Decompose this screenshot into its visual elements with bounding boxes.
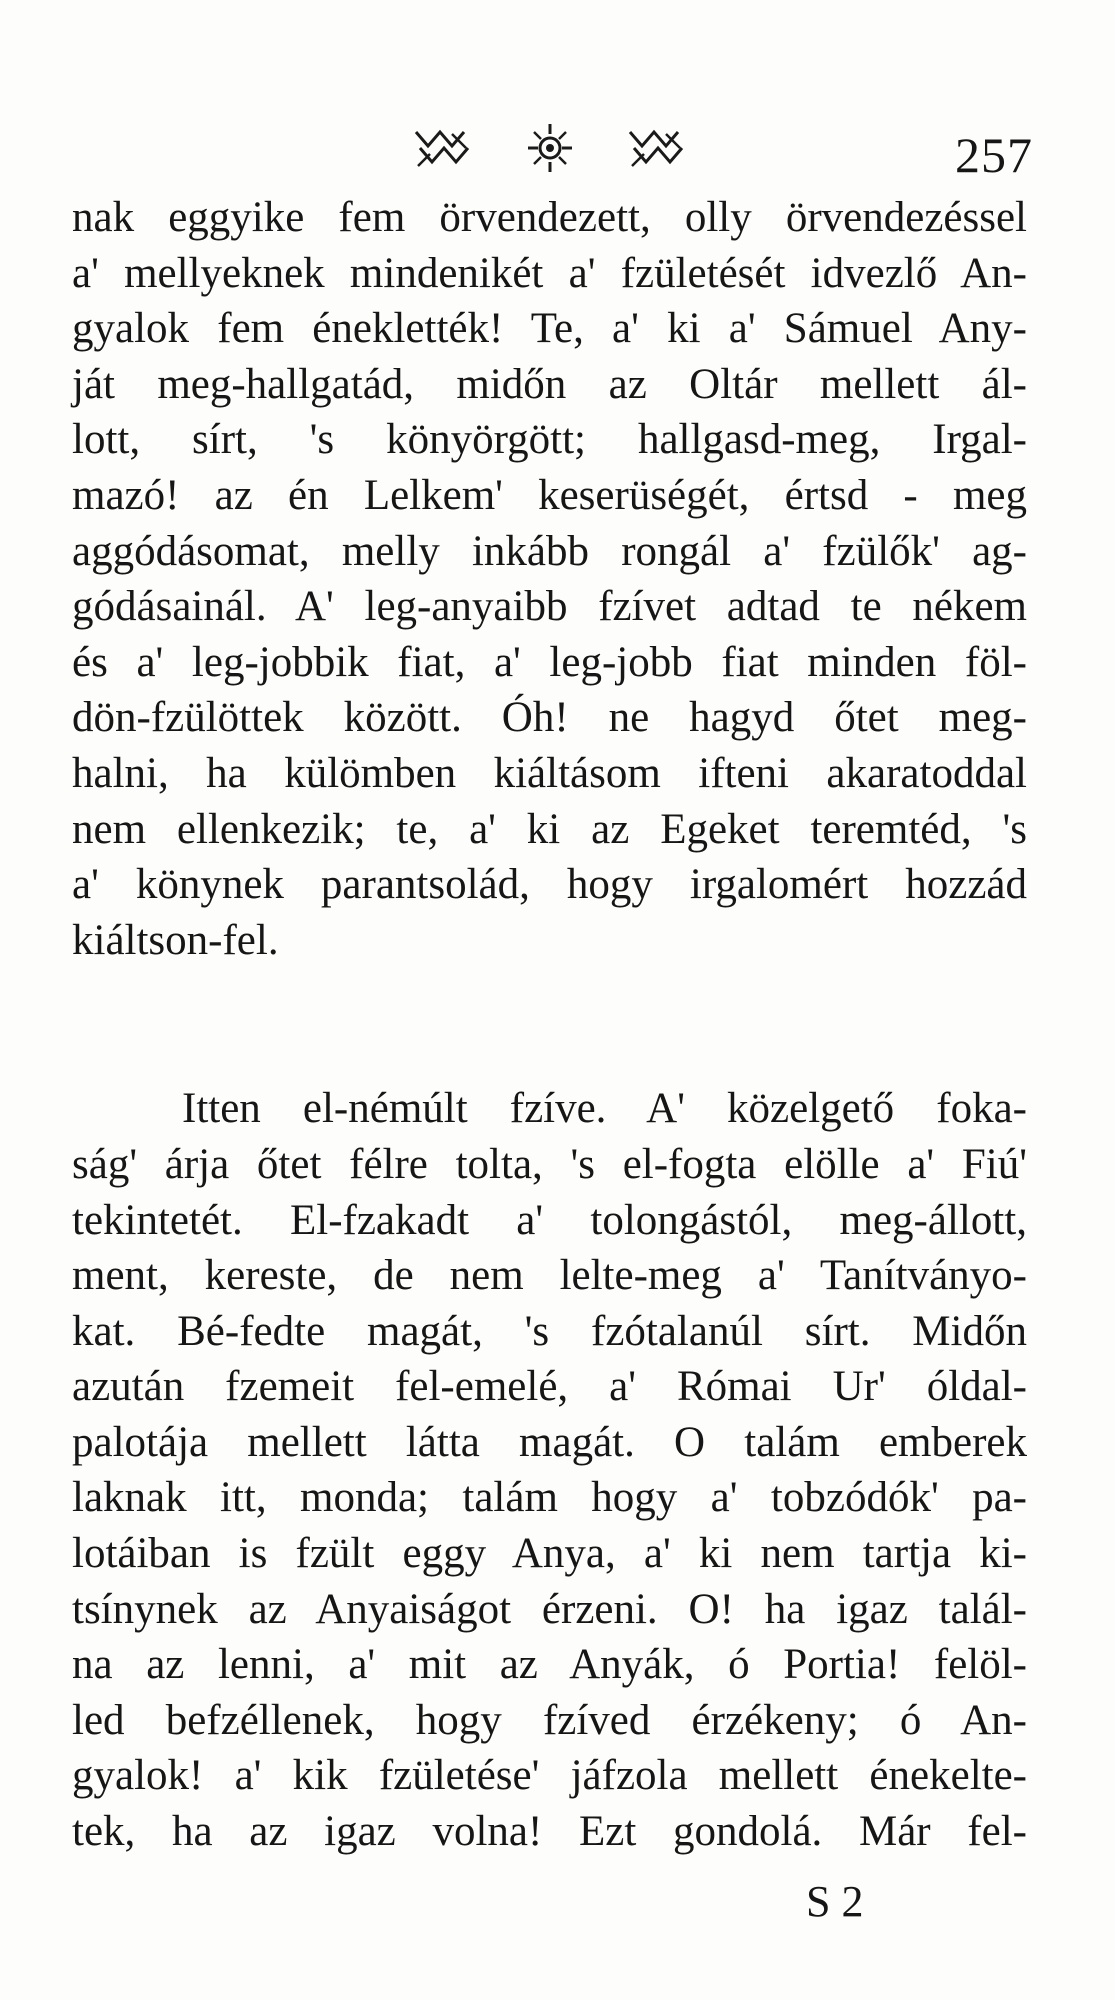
text-line: na az lenni, a' mit az Anyák, ó Portia! felöl- [72,1641,1027,1689]
zigzag-ornament-left-icon [412,118,472,178]
text-line: a' könynek parantsolád, hogy irgalomért hozzád [72,861,1027,909]
text-line: gyalok! a' kik fzületése' jáfzola mellett énekelte- [72,1752,1027,1800]
text-line: halni, ha külömben kiáltásom ifteni akaratoddal [72,749,1027,797]
text-line: ját meg-hallgatád, midőn az Oltár mellett ál- [72,360,1027,408]
paragraph-gap [72,968,1027,1081]
text-line: gódásainál. A' leg-anyaibb fzívet adtad te nékem [72,583,1027,631]
zigzag-ornament-right-icon [626,118,686,178]
text-line: nak eggyike fem örvendezett, olly örvendezéssel [72,194,1027,241]
text-line: laknak itt, monda; talám hogy a' tobzódók' pa- [72,1474,1027,1522]
text-line: mazó! az én Lelkem' keserüségét, értsd - meg [72,471,1027,519]
paragraph-1 [72,190,1027,968]
text-line: tek, ha az igaz volna! Ezt gondolá. Már fel- [72,1808,1027,1856]
text-line: palotája mellett látta magát. O talám emberek [72,1418,1027,1466]
text-line: lotáiban is fzült eggy Anya, a' ki nem tartja ki- [72,1530,1027,1578]
text-line: tsínynek az Anyaiságot érzeni. O! ha igaz talál- [72,1585,1027,1633]
text-line: és a' leg-jobbik fiat, a' leg-jobb fiat minden föl- [72,638,1027,686]
text-line: Itten el-némúlt fzíve. A' közelgető foka- [182,1085,1027,1133]
text-line: lott, sírt, 's könyörgött; hallgasd-meg, Irgal- [72,416,1027,464]
page-number: 257 [955,127,1033,183]
text-line: aggódásomat, melly inkább rongál a' fzülők' ag- [72,527,1027,575]
paragraph-2 [72,1081,1027,1859]
text-line: led befzéllenek, hogy fzíved érzékeny; ó An- [72,1696,1027,1744]
text-line: nem ellenkezik; te, a' ki az Egeket teremtéd, 's [72,805,1027,853]
page-header [0,118,1115,183]
text-line: gyalok fem éneklették! Te, a' ki a' Sámuel Any- [72,305,1027,353]
sun-ornament-icon [522,118,578,178]
text-line: ment, kereste, de nem lelte-meg a' Tanítványo- [72,1252,1027,1300]
signature-mark: S 2 [806,1877,864,1926]
body-text [72,190,1027,1860]
text-line: a' mellyeknek mindenikét a' fzületését idvezlő An- [72,249,1027,297]
text-line: tekintetét. El-fzakadt a' tolongástól, meg-állott, [72,1196,1027,1244]
text-line: ság' árja őtet félre tolta, 's el-fogta elölle a' Fiú' [72,1140,1027,1188]
text-line: azután fzemeit fel-emelé, a' Római Ur' óldal- [72,1363,1027,1411]
text-line: kat. Bé-fedte magát, 's fzótalanúl sírt. Midőn [72,1307,1027,1355]
text-line: dön-fzülöttek között. Óh! ne hagyd őtet meg- [72,694,1027,742]
text-line: kiáltson-fel. [72,916,279,964]
